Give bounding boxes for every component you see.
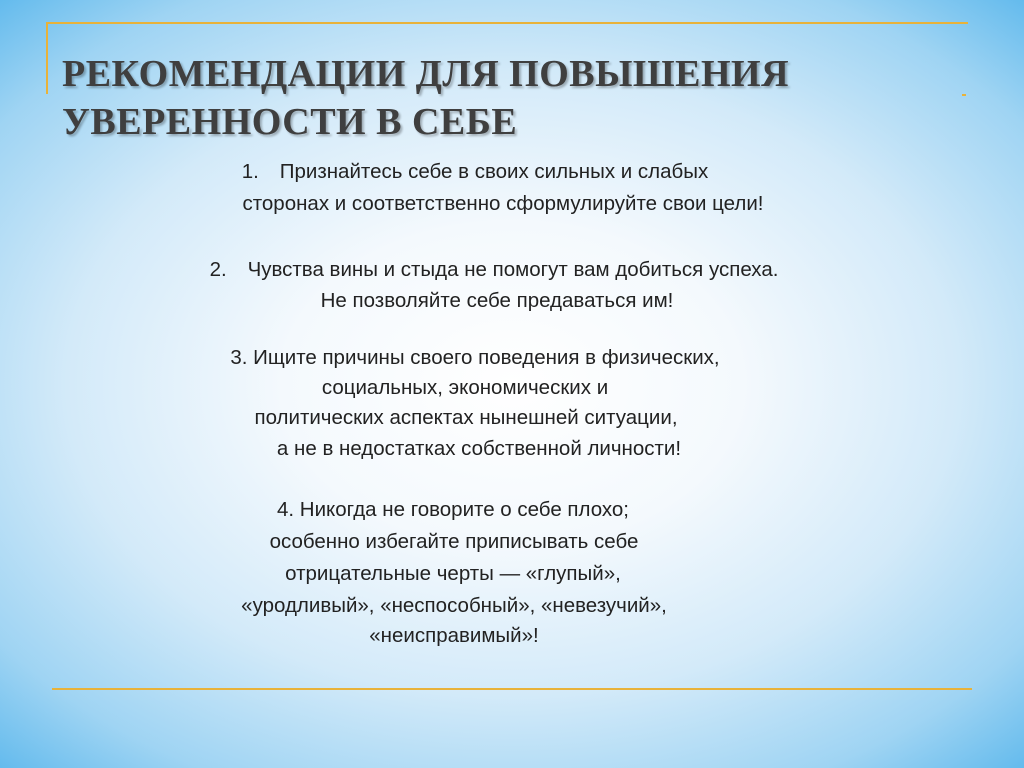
bottom-divider (52, 688, 972, 690)
recommendation-3-line-1: 3. Ищите причины своего поведения в физических, (230, 346, 720, 369)
title-line-2: УВЕРЕННОСТИ В СЕБЕ (62, 101, 518, 143)
recommendation-1-number: 1. (241, 160, 259, 183)
top-divider (48, 22, 968, 24)
recommendation-3-line-2: социальных, экономических и (321, 376, 609, 399)
recommendation-2-number: 2. (209, 258, 227, 281)
slide-title (62, 50, 789, 146)
recommendation-2-line-1: 2. Чувства вины и стыда не помогут вам добиться успеха. (209, 258, 779, 281)
recommendation-1-line-1: 1. Признайтесь себе в своих сильных и слабых (241, 160, 709, 183)
accent-dot (962, 94, 966, 96)
recommendation-2-line-2: Не позволяйте себе предаваться им! (320, 289, 674, 312)
recommendation-1-line-2: сторонах и соответственно сформулируйте свои цели! (242, 192, 764, 215)
recommendation-4-line-1: 4. Никогда не говорите о себе плохо; (277, 498, 629, 521)
recommendation-4-line-2: особенно избегайте приписывать себе (269, 530, 639, 553)
recommendation-3-line-3: политических аспектах нынешней ситуации, (254, 406, 678, 429)
title-line-1: РЕКОМЕНДАЦИИ ДЛЯ ПОВЫШЕНИЯ (62, 53, 790, 95)
recommendation-4-line-5: «неисправимый»! (369, 624, 539, 647)
recommendation-3-line-4: а не в недостатках собственной личности! (276, 437, 682, 460)
recommendation-4-line-3: отрицательные черты — «глупый», (285, 562, 621, 585)
recommendation-4-line-4: «уродливый», «неспособный», «невезучий», (241, 594, 667, 617)
left-accent-line (46, 22, 48, 94)
